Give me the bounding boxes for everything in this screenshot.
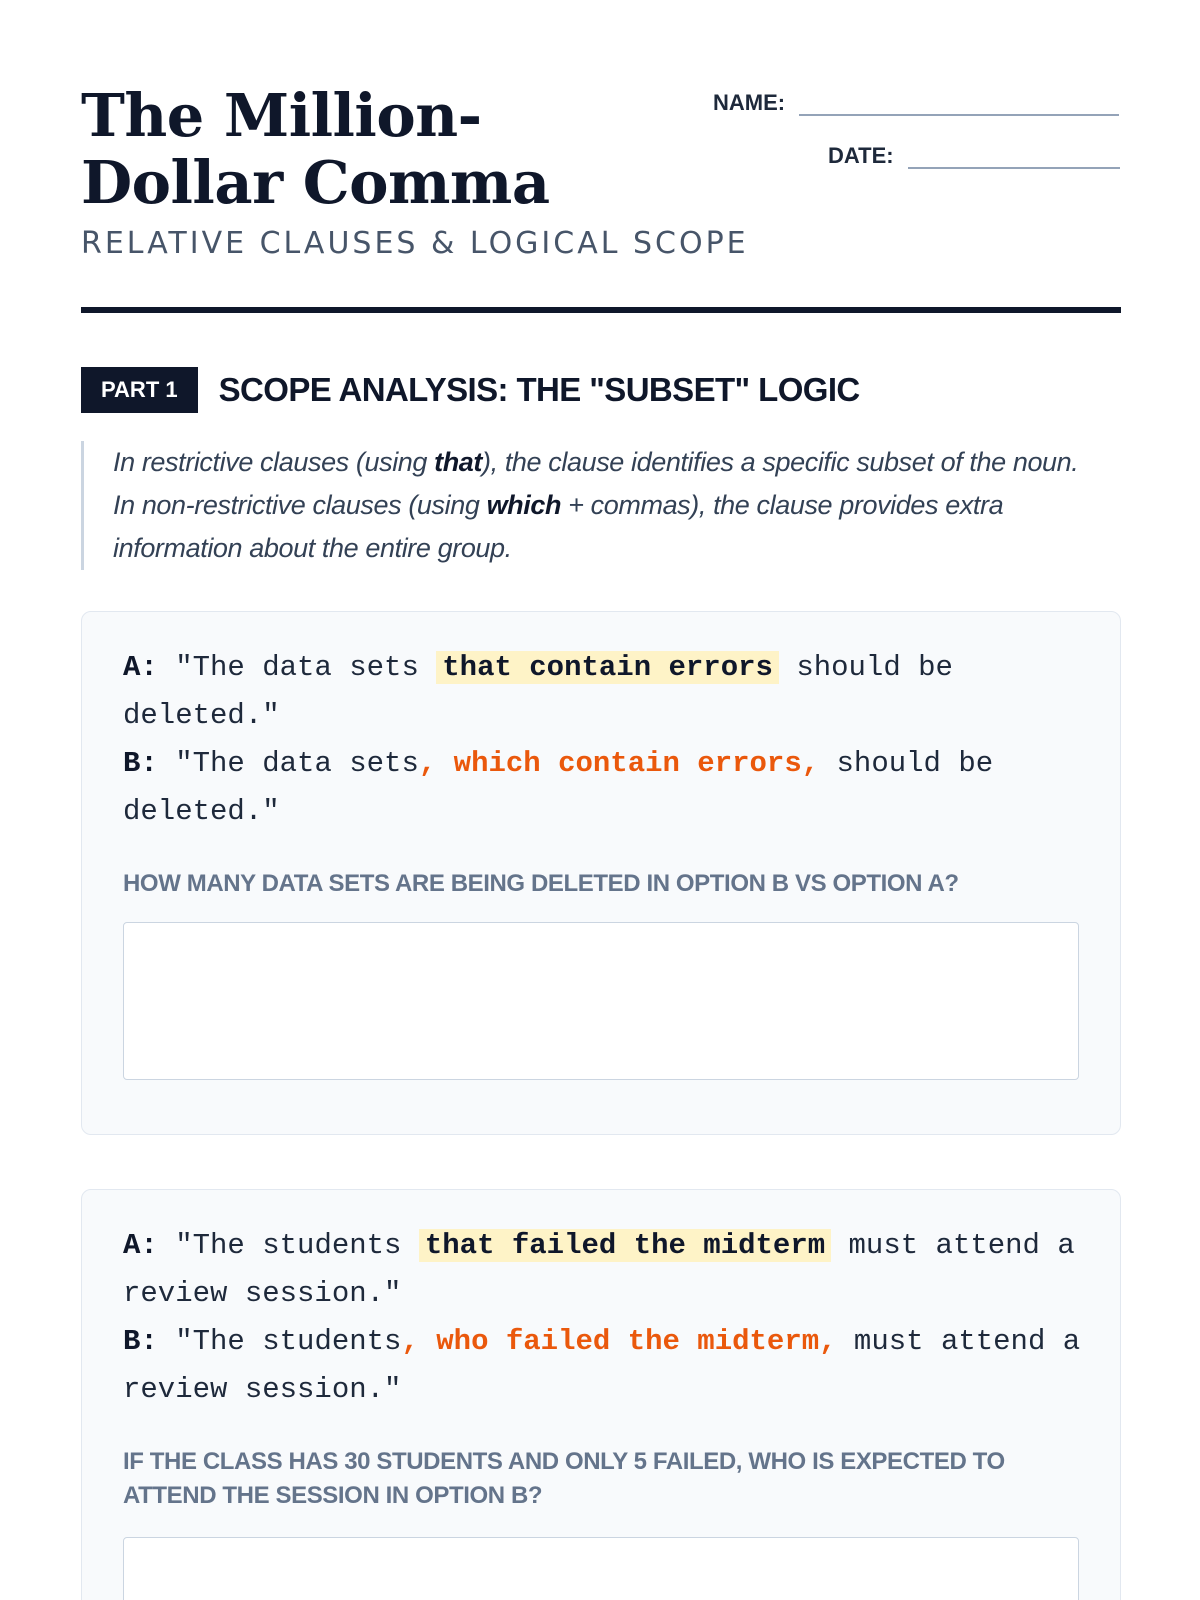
restrictive-clause-highlight: that failed the midterm (419, 1229, 831, 1262)
sentence-a-post: should be deleted." (123, 651, 953, 732)
restrictive-clause-highlight: that contain errors (436, 651, 779, 684)
worksheet-page (81, 0, 1121, 1509)
sentence-b-label: B: (123, 747, 158, 780)
intro-text-3: + commas), the clause provides extra information about the entire group. (113, 490, 1004, 563)
nonrestrictive-clause: , which contain errors, (418, 747, 820, 780)
intro-text-1: In restrictive clauses (using (113, 447, 435, 477)
exercise-card (81, 611, 1121, 1135)
sentence-a-label: A: (123, 1229, 158, 1262)
answer-box[interactable] (123, 1537, 1079, 1600)
part-heading (81, 367, 860, 413)
intro-keyword-which: which (486, 490, 562, 520)
page-title: The Million-Dollar Comma (81, 81, 550, 217)
nonrestrictive-clause: , who failed the midterm, (401, 1325, 837, 1358)
header-divider (81, 307, 1121, 313)
sentence-a-label: A: (123, 651, 158, 684)
answer-box[interactable] (123, 922, 1079, 1080)
sentence-b-label: B: (123, 1325, 158, 1358)
exercise-card (81, 1189, 1121, 1600)
sentence-a-post: must attend a review session." (123, 1229, 1075, 1310)
sentence-b (123, 1318, 1083, 1414)
name-field[interactable] (713, 90, 1119, 116)
sentence-a (123, 644, 1083, 740)
sentence-b (123, 740, 1083, 836)
part-title: SCOPE ANALYSIS: THE "SUBSET" LOGIC (218, 371, 860, 408)
intro-callout (81, 441, 1081, 570)
sentence-b-pre: "The students (157, 1325, 402, 1358)
page-subtitle: RELATIVE CLAUSES & LOGICAL SCOPE (81, 226, 749, 261)
sentence-b-post: must attend a review session." (123, 1325, 1081, 1406)
sentence-a-pre: "The students (157, 1229, 419, 1262)
name-line[interactable] (799, 94, 1119, 116)
intro-text-2: ), the clause identifies a specific subset of the noun. In non-restrictive clauses (using (113, 447, 1079, 520)
sentence-a (123, 1222, 1083, 1318)
question-text: IF THE CLASS HAS 30 STUDENTS AND ONLY 5 FAILED, WHO IS EXPECTED TO ATTEND THE SESSION IN OPTION B? (123, 1448, 1005, 1509)
date-line[interactable] (908, 147, 1120, 169)
question-text: HOW MANY DATA SETS ARE BEING DELETED IN OPTION B VS OPTION A? (123, 870, 959, 897)
sentence-b-pre: "The data sets (157, 747, 419, 780)
date-label: DATE: (828, 143, 894, 168)
part-badge: PART 1 (81, 367, 198, 413)
sentence-a-pre: "The data sets (157, 651, 437, 684)
intro-keyword-that: that (434, 447, 483, 477)
worksheet-header (81, 0, 1121, 312)
name-label: NAME: (713, 90, 786, 115)
date-field[interactable] (828, 143, 1120, 169)
sentence-b-post: should be deleted." (123, 747, 994, 828)
